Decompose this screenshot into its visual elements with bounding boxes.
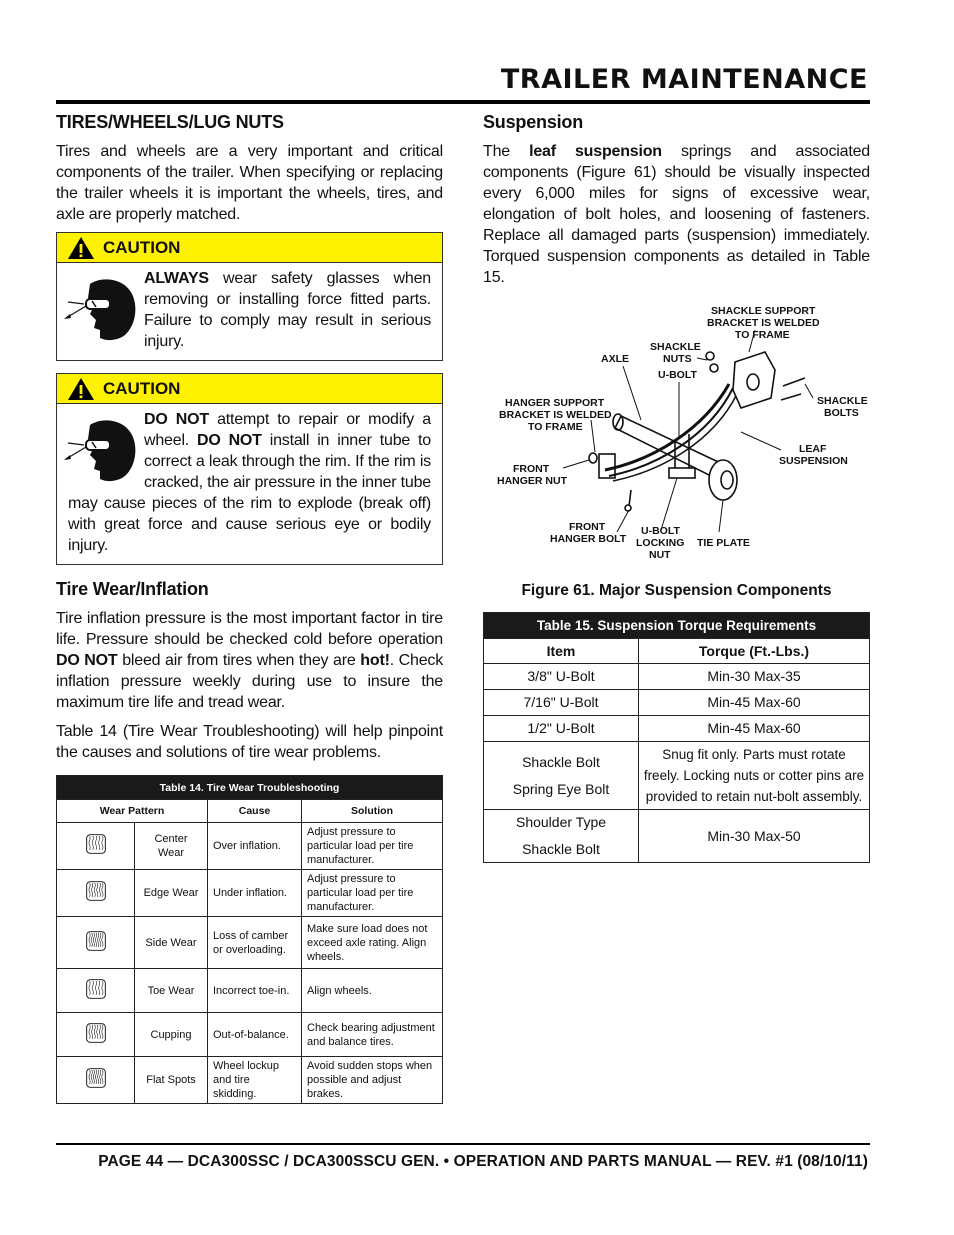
cell-item: 7/16" U-Bolt bbox=[484, 690, 639, 716]
label-line: SHACKLE SUPPORT bbox=[711, 305, 816, 317]
cell-cause: Under inflation. bbox=[208, 870, 302, 917]
tire-tread-icon bbox=[82, 1015, 110, 1051]
label-line: BRACKET IS WELDED bbox=[499, 409, 612, 421]
col-header-solution: Solution bbox=[302, 800, 443, 823]
cell-wear-pattern: Flat Spots bbox=[135, 1057, 208, 1104]
label-line: TO FRAME bbox=[735, 329, 790, 341]
inflation-bold-b: hot! bbox=[360, 652, 390, 669]
inflation-text-c: . Check inflation pressure weekly during use to insure the maximum tire life and tread wear. bbox=[56, 652, 444, 711]
cell-item-line: Shackle Bolt bbox=[522, 841, 600, 857]
inflation-bold-a: DO NOT bbox=[56, 652, 118, 669]
table-row bbox=[57, 1013, 443, 1057]
suspension-paragraph bbox=[483, 141, 870, 288]
label-front-hanger-bolt bbox=[550, 521, 627, 545]
torque-table bbox=[483, 612, 870, 863]
caution1-bold: ALWAYS bbox=[144, 270, 209, 287]
label-tie-plate: TIE PLATE bbox=[697, 537, 750, 549]
col-header-wear-pattern: Wear Pattern bbox=[57, 800, 208, 823]
label-line: TO FRAME bbox=[528, 421, 583, 433]
tire-tread-icon bbox=[82, 1060, 110, 1096]
label-front-hanger-nut bbox=[497, 463, 568, 487]
label-shackle-bolts bbox=[817, 395, 868, 419]
label-line: FRONT bbox=[569, 521, 606, 533]
safety-glasses-icon bbox=[60, 409, 144, 489]
cell-solution: Adjust pressure to particular load per tire manufacturer. bbox=[302, 870, 443, 917]
cell-cause: Loss of camber or overloading. bbox=[208, 917, 302, 969]
cell-solution: Adjust pressure to particular load per tire manufacturer. bbox=[302, 823, 443, 870]
caution-label: CAUTION bbox=[103, 378, 181, 398]
tire-pattern-cell bbox=[57, 870, 135, 917]
tire-tread-icon bbox=[82, 873, 110, 909]
inflation-paragraph bbox=[56, 608, 443, 713]
label-line: SHACKLE bbox=[817, 395, 868, 407]
cell-solution: Check bearing adjustment and balance tires. bbox=[302, 1013, 443, 1057]
table-row bbox=[57, 1057, 443, 1104]
label-line: LEAF bbox=[799, 443, 827, 455]
label-line: NUTS bbox=[663, 353, 692, 365]
caution2-text1: attempt to repair or modify a wheel. bbox=[144, 411, 431, 449]
label-axle: AXLE bbox=[601, 353, 630, 365]
table-caption: Table 15. Suspension Torque Requirements bbox=[484, 613, 870, 639]
cell-torque: Min-30 Max-35 bbox=[639, 664, 870, 690]
tire-pattern-cell bbox=[57, 1013, 135, 1057]
cell-wear-pattern: Cupping bbox=[135, 1013, 208, 1057]
label-line: FRONT bbox=[513, 463, 550, 475]
cell-item: 1/2" U-Bolt bbox=[484, 716, 639, 742]
label-leaf-suspension bbox=[779, 443, 848, 467]
bottom-rule bbox=[56, 1143, 870, 1145]
caution-body bbox=[57, 263, 442, 360]
label-ubolt: U-BOLT bbox=[658, 369, 697, 381]
cell-wear-pattern: Side Wear bbox=[135, 917, 208, 969]
cell-wear-pattern: Toe Wear bbox=[135, 969, 208, 1013]
label-line: SHACKLE bbox=[650, 341, 701, 353]
cell-cause: Out-of-balance. bbox=[208, 1013, 302, 1057]
label-line: HANGER BOLT bbox=[550, 533, 627, 545]
caution-box-2 bbox=[56, 373, 443, 565]
col-header-torque: Torque (Ft.-Lbs.) bbox=[639, 639, 870, 664]
label-line: HANGER SUPPORT bbox=[505, 397, 605, 409]
label-line: BRACKET IS WELDED bbox=[707, 317, 820, 329]
table-row bbox=[57, 823, 443, 870]
inflation-heading: Tire Wear/Inflation bbox=[56, 579, 209, 599]
tire-pattern-cell bbox=[57, 823, 135, 870]
suspension-bold: leaf suspension bbox=[529, 143, 662, 160]
suspension-heading: Suspension bbox=[483, 112, 584, 132]
caution2-bold2: DO NOT bbox=[197, 432, 262, 449]
cell-item bbox=[484, 742, 639, 810]
label-line: NUT bbox=[649, 549, 671, 561]
cell-solution: Avoid sudden stops when possible and adjust brakes. bbox=[302, 1057, 443, 1104]
label-line: U-BOLT bbox=[641, 525, 680, 537]
cell-torque: Min-45 Max-60 bbox=[639, 716, 870, 742]
tires-heading: TIRES/WHEELS/LUG NUTS bbox=[56, 112, 284, 132]
caution-header bbox=[57, 374, 442, 404]
tire-tread-icon bbox=[82, 971, 110, 1007]
cell-wear-pattern: Edge Wear bbox=[135, 870, 208, 917]
tires-intro: Tires and wheels are a very important and critical components of the trailer. When specifying or replacing the trailer wheels it is important the wheels, tires, and axle are properly matched. bbox=[56, 143, 443, 223]
cell-torque: Snug fit only. Parts must rotate freely. Locking nuts or cotter pins are provided to retain nut-bolt assembly. bbox=[639, 742, 870, 810]
tire-tread-icon bbox=[82, 826, 110, 862]
caution1-text: wear safety glasses when removing or installing force fitted parts. Failure to comply may result in serious injury. bbox=[144, 270, 431, 350]
cell-wear-pattern: Center Wear bbox=[135, 823, 208, 870]
caution-body bbox=[57, 404, 442, 564]
safety-glasses-icon bbox=[60, 268, 144, 348]
cell-torque: Min-30 Max-50 bbox=[639, 810, 870, 863]
cell-cause: Wheel lockup and tire skidding. bbox=[208, 1057, 302, 1104]
cell-item-line: Spring Eye Bolt bbox=[512, 780, 610, 797]
caution-box-1 bbox=[56, 232, 443, 361]
table-row bbox=[57, 870, 443, 917]
caution2-text2: install in inner tube to correct a leak through the rim. If the rim is cracked, the air pressure in the inner tube may cause pieces of the rim to explode (break off) with great force and cause serious eye or bodily injury. bbox=[68, 432, 431, 554]
table-row bbox=[57, 917, 443, 969]
tire-pattern-cell bbox=[57, 917, 135, 969]
cell-solution: Make sure load does not exceed axle rating. Align wheels. bbox=[302, 917, 443, 969]
label-ubolt-locking-nut bbox=[636, 525, 684, 561]
top-rule bbox=[56, 100, 870, 104]
table14-reference: Table 14 (Tire Wear Troubleshooting) will help pinpoint the causes and solutions of tire wear problems. bbox=[56, 723, 443, 761]
suspension-diagram bbox=[483, 300, 870, 572]
cell-solution: Align wheels. bbox=[302, 969, 443, 1013]
cell-item-line: Shackle Bolt bbox=[522, 753, 600, 770]
warning-triangle-icon bbox=[67, 236, 95, 260]
label-line: SUSPENSION bbox=[779, 455, 848, 467]
table-row bbox=[484, 742, 870, 810]
tire-tread-icon bbox=[82, 923, 110, 959]
label-line: HANGER NUT bbox=[497, 475, 567, 487]
page-footer: PAGE 44 — DCA300SSC / DCA300SSCU GEN. • OPERATION AND PARTS MANUAL — REV. #1 (08/10/11) bbox=[98, 1153, 868, 1170]
figure-caption: Figure 61. Major Suspension Components bbox=[521, 582, 832, 599]
suspension-text-b: springs and associated components (Figure 61) should be visually inspected every 6,000 miles for signs of excessive wear, elongation of bolt holes, and loosening of fasteners. Replace all damaged parts (suspension) immediately. Torqued suspension components as detailed in Table 15. bbox=[483, 143, 870, 286]
label-shackle-support bbox=[707, 305, 820, 341]
table-row bbox=[484, 690, 870, 716]
caution-header bbox=[57, 233, 442, 263]
suspension-figure bbox=[483, 300, 870, 572]
left-column bbox=[56, 112, 443, 1104]
tire-pattern-cell bbox=[57, 969, 135, 1013]
table-row bbox=[484, 810, 870, 863]
cell-item bbox=[484, 810, 639, 863]
col-header-cause: Cause bbox=[208, 800, 302, 823]
cell-cause: Incorrect toe-in. bbox=[208, 969, 302, 1013]
table-row bbox=[484, 664, 870, 690]
label-line: BOLTS bbox=[824, 407, 859, 419]
right-column bbox=[483, 112, 870, 863]
table-row bbox=[484, 716, 870, 742]
inflation-text-a: Tire inflation pressure is the most important factor in tire life. Pressure should be checked cold before operation bbox=[56, 610, 443, 648]
tire-wear-table bbox=[56, 775, 443, 1104]
label-hanger-support bbox=[499, 397, 612, 433]
caution2-bold1: DO NOT bbox=[144, 411, 209, 428]
label-shackle-nuts bbox=[650, 341, 701, 365]
cell-item: 3/8" U-Bolt bbox=[484, 664, 639, 690]
cell-item-line: Shoulder Type bbox=[515, 814, 607, 830]
inflation-text-b: bleed air from tires when they are bbox=[117, 652, 361, 669]
caution-label: CAUTION bbox=[103, 237, 181, 257]
table-row bbox=[57, 969, 443, 1013]
label-line: LOCKING bbox=[636, 537, 685, 549]
warning-triangle-icon bbox=[67, 377, 95, 401]
suspension-text-a: The bbox=[483, 143, 530, 160]
cell-cause: Over inflation. bbox=[208, 823, 302, 870]
table-caption: Table 14. Tire Wear Troubleshooting bbox=[57, 776, 443, 800]
col-header-item: Item bbox=[484, 639, 639, 664]
tire-pattern-cell bbox=[57, 1057, 135, 1104]
cell-torque: Min-45 Max-60 bbox=[639, 690, 870, 716]
page-title: TRAILER MAINTENANCE bbox=[500, 64, 868, 95]
